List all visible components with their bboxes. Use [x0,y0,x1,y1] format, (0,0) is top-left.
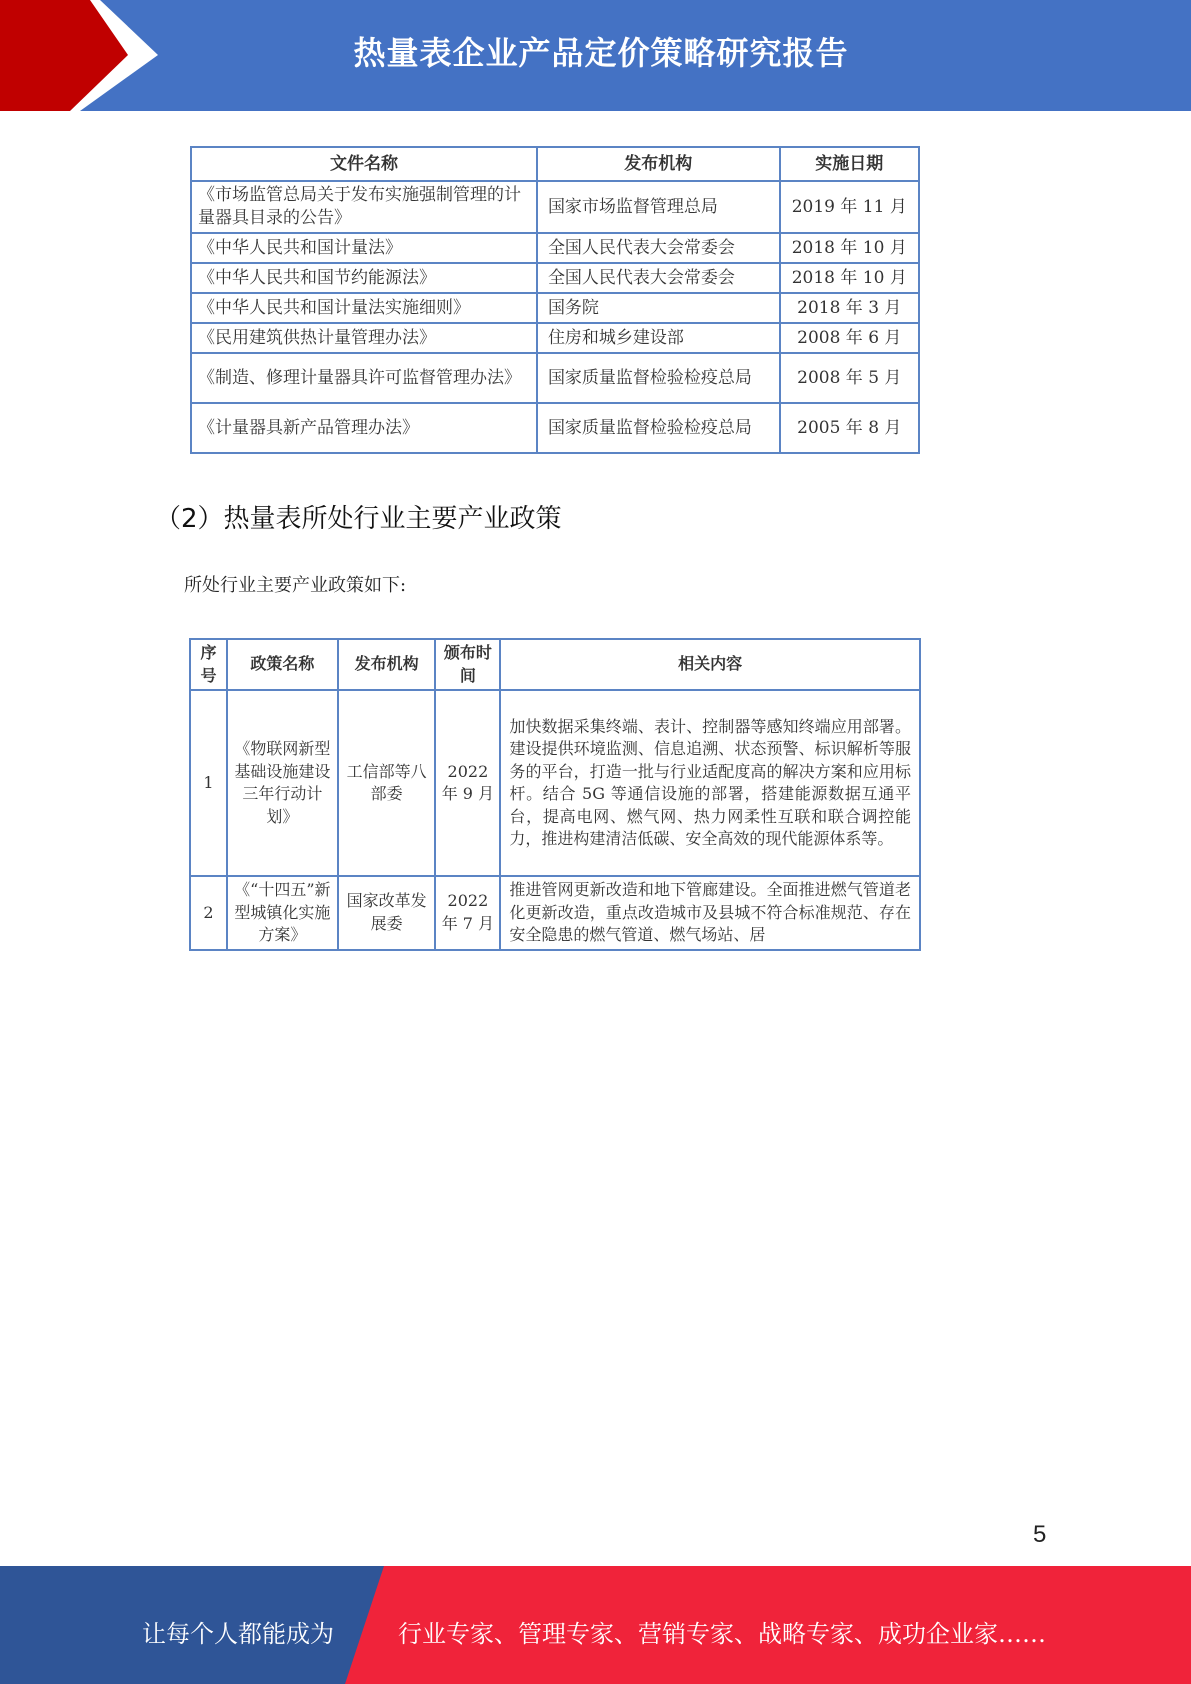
table-row [190,690,920,876]
col-header-publisher: 发布机构 [338,639,436,690]
table-row [191,263,919,293]
publisher-cell: 全国人民代表大会常委会 [537,233,780,263]
publisher-cell: 国家质量监督检验检疫总局 [537,353,780,403]
publisher-cell: 国务院 [537,293,780,323]
publisher-cell: 国家市场监督管理总局 [537,181,780,233]
doc-name-cell: 《市场监管总局关于发布实施强制管理的计量器具目录的公告》 [191,181,537,233]
content-cell: 加快数据采集终端、表计、控制器等感知终端应用部署。建设提供环境监测、信息追溯、状态预警、标识解析等服务的平台，打造一批与行业适配度高的解决方案和应用标杆。结合 5G 等通信设施的部署，搭建能源数据互通平台，提高电网、燃气网、热力网柔性互联和联合调控能力，推进构建清洁低碳、安全高效的现代能源体系等。 [500,690,920,876]
table-row [190,876,920,950]
index-cell: 2 [190,876,227,950]
table-row [191,403,919,453]
regulation-table [190,146,920,454]
col-header-doc-name: 文件名称 [191,147,537,181]
doc-name-cell: 《计量器具新产品管理办法》 [191,403,537,453]
doc-name-cell: 《制造、修理计量器具许可监督管理办法》 [191,353,537,403]
doc-name-cell: 《民用建筑供热计量管理办法》 [191,323,537,353]
publisher-cell: 工信部等八部委 [338,690,436,876]
col-header-effective-date: 实施日期 [780,147,919,181]
date-cell: 2018 年 10 月 [780,233,919,263]
red-chevron-shape [0,0,148,111]
table-row [191,353,919,403]
date-cell: 2008 年 5 月 [780,353,919,403]
publisher-cell: 国家质量监督检验检疫总局 [537,403,780,453]
publisher-cell: 住房和城乡建设部 [537,323,780,353]
report-title: 热量表企业产品定价策略研究报告 [353,34,849,72]
table-header-row [191,147,919,181]
date-cell: 2018 年 10 月 [780,263,919,293]
policy-name-cell: 《“十四五”新型城镇化实施方案》 [227,876,338,950]
index-cell: 1 [190,690,227,876]
doc-name-cell: 《中华人民共和国计量法实施细则》 [191,293,537,323]
policy-table [189,638,921,951]
table-row [191,181,919,233]
content-cell: 推进管网更新改造和地下管廊建设。全面推进燃气管道老化更新改造，重点改造城市及县城不符合标准规范、存在安全隐患的燃气管道、燃气场站、居 [500,876,920,950]
table-row [191,233,919,263]
policy-name-cell: 《物联网新型基础设施建设三年行动计划》 [227,690,338,876]
issue-date-cell: 2022 年 9 月 [435,690,500,876]
col-header-publisher: 发布机构 [537,147,780,181]
date-cell: 2018 年 3 月 [780,293,919,323]
col-header-content: 相关内容 [500,639,920,690]
date-cell: 2005 年 8 月 [780,403,919,453]
publisher-cell: 国家改革发展委 [338,876,436,950]
col-header-policy-name: 政策名称 [227,639,338,690]
footer-slogan-right: 行业专家、管理专家、营销专家、战略专家、成功企业家…… [398,1620,1046,1648]
publisher-cell: 全国人民代表大会常委会 [537,263,780,293]
table-row [191,323,919,353]
section-heading: （2）热量表所处行业主要产业政策 [155,504,562,534]
section-intro: 所处行业主要产业政策如下: [184,575,407,596]
table-row [191,293,919,323]
doc-name-cell: 《中华人民共和国计量法》 [191,233,537,263]
page-number: 5 [1033,1521,1047,1548]
date-cell: 2008 年 6 月 [780,323,919,353]
issue-date-cell: 2022 年 7 月 [435,876,500,950]
header-bar [0,0,1191,111]
table-header-row [190,639,920,690]
footer-slogan-left: 让每个人都能成为 [142,1620,334,1648]
col-header-index: 序号 [190,639,227,690]
doc-name-cell: 《中华人民共和国节约能源法》 [191,263,537,293]
col-header-issue-date: 颁布时间 [435,639,500,690]
date-cell: 2019 年 11 月 [780,181,919,233]
